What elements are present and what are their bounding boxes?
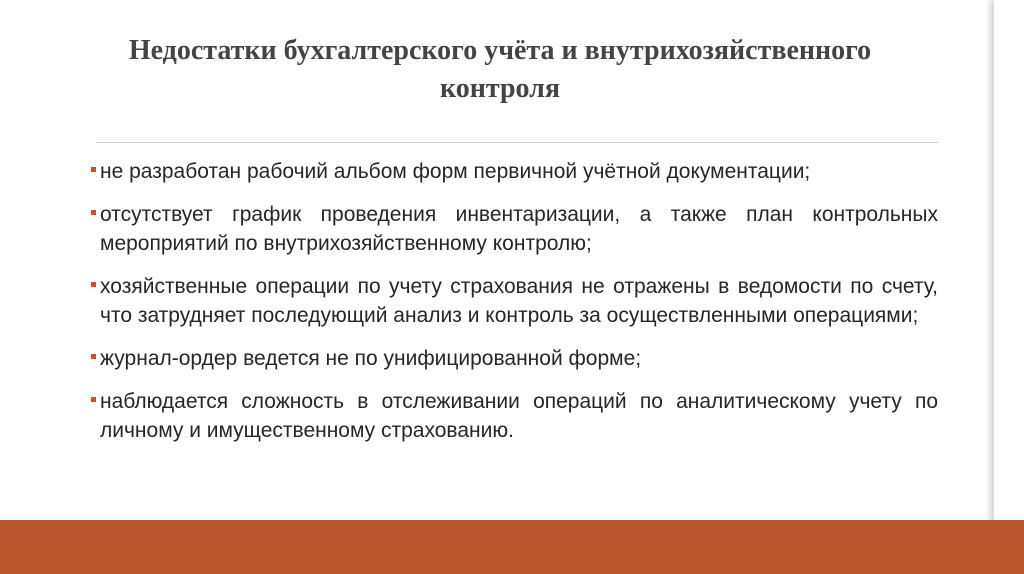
title-divider: [96, 142, 938, 143]
bullet-text: отсутствует график проведения инвентаризации, а также план контрольных мероприятий по внутрихозяйственному контролю;: [100, 203, 938, 255]
square-bullet-icon: [91, 354, 96, 359]
bottom-accent-bar: [0, 520, 1024, 574]
bullet-text: журнал-ордер ведется не по унифицированной форме;: [100, 347, 642, 370]
square-bullet-icon: [91, 210, 96, 215]
bullet-item: [90, 200, 938, 258]
bullet-item: [90, 344, 938, 373]
bullet-item: [90, 387, 938, 445]
bullet-text: не разработан рабочий альбом форм первичной учётной документации;: [100, 160, 811, 183]
slide-title: Недостатки бухгалтерского учёта и внутрихозяйственного контроля: [128, 35, 872, 104]
square-bullet-icon: [91, 282, 96, 287]
right-edge-shadow: [994, 0, 1024, 574]
square-bullet-icon: [91, 397, 96, 402]
bullet-text: хозяйственные операции по учету страхования не отражены в ведомости по счету, что затрудняет последующий анализ и контроль за осуществленными операциями;: [100, 275, 938, 327]
square-bullet-icon: [91, 167, 96, 172]
bullet-text: наблюдается сложность в отслеживании операций по аналитическому учету по личному и имущественному страхованию.: [100, 390, 938, 442]
bullet-item: [90, 157, 938, 186]
bullet-item: [90, 272, 938, 330]
bullet-list: [90, 157, 938, 459]
